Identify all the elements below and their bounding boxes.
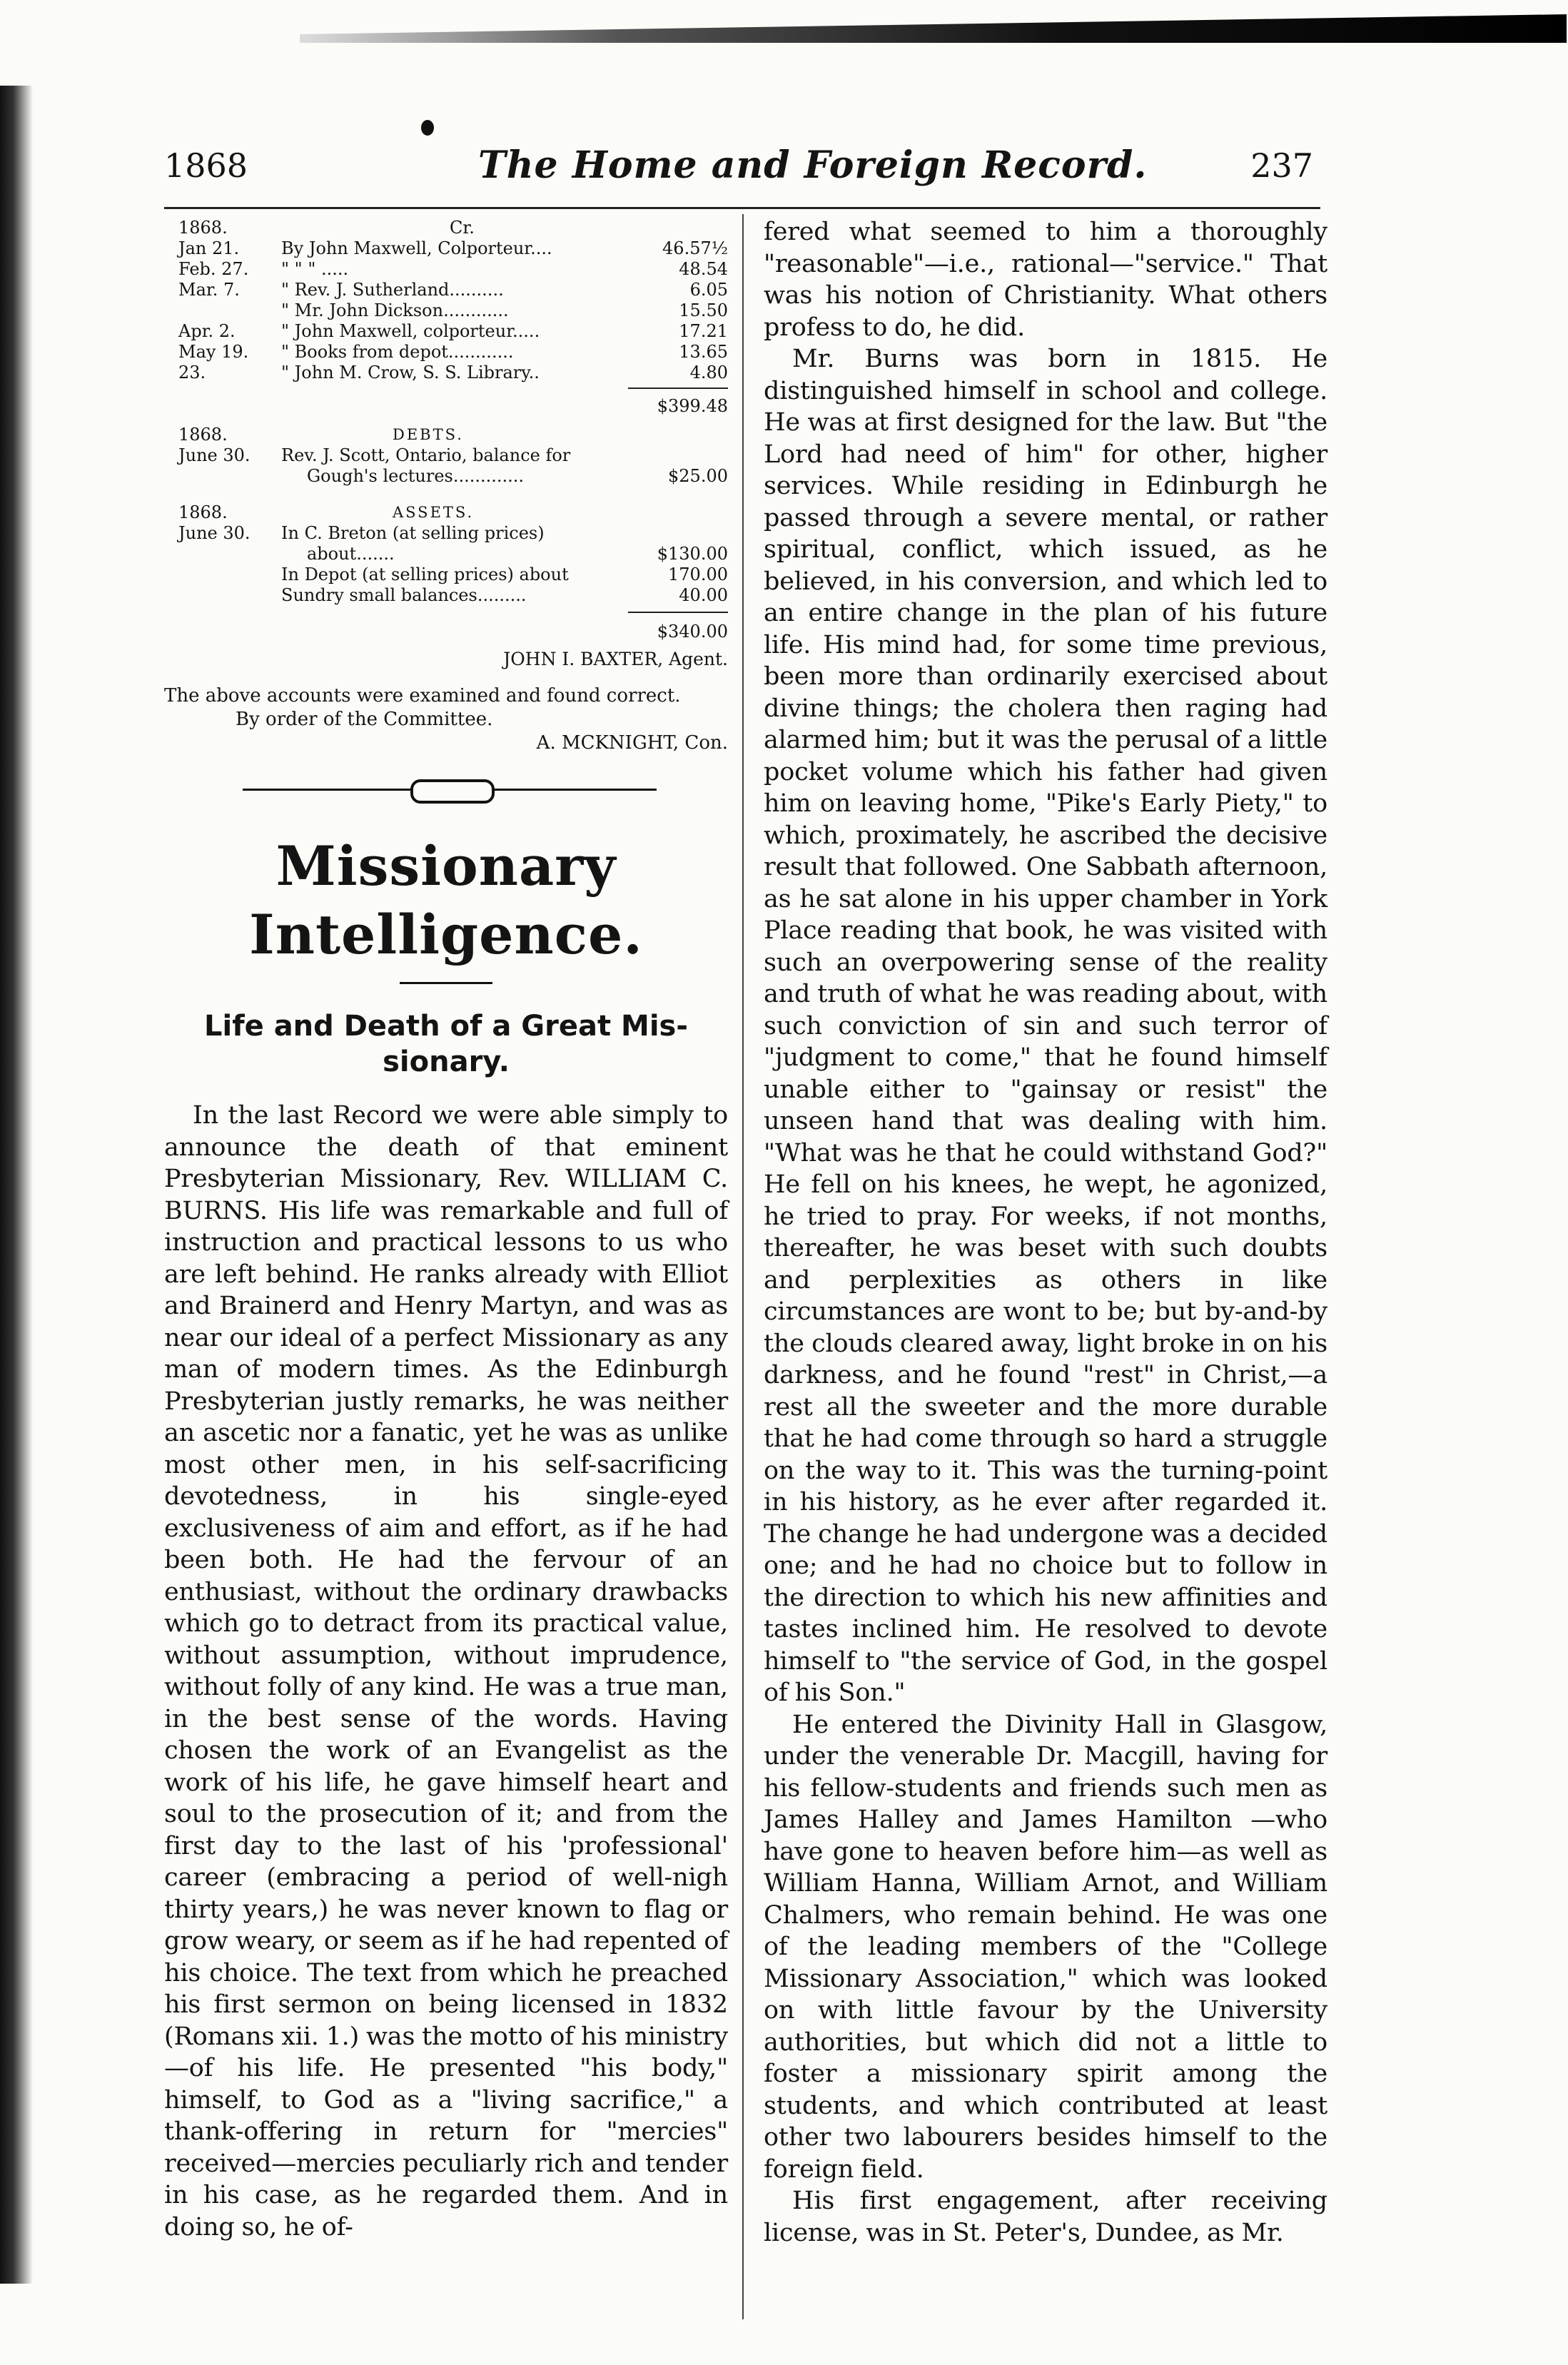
ledger-row: Jan 21. By John Maxwell, Colporteur.... 46.57½ [178,238,728,258]
total-rule [628,612,728,613]
ledger-row: Mar. 7. " Rev. J. Sutherland.......... 6.05 [178,280,728,300]
order-line: By order of the Committee. [236,709,493,730]
ledger-row: 23. " John M. Crow, S. S. Library.. 4.80 [178,363,728,383]
total-rule [628,388,728,389]
ink-dot [421,120,434,136]
credit-total: $399.48 [657,396,728,416]
article-paragraph: In the last Record we were able simply to announce the death of that eminent Presbyterian Missionary, Rev. WILLIAM C. BURNS. His life was remarkable and full of instruction and practical lessons to us who are left behind. He ranks already with Elliot and Brainerd and Henry Martyn, and was as near our ideal of a perfect Missionary as any man of modern times. As the Edinburgh Presbyterian justly remarks, he was neither an ascetic nor a fanatic, yet he was as unlike most other men, in his self-sacrificing devotedness, in his single-eyed exclusiveness of aim and effort, as if he had been both. He had the fervour of an enthusiast, without the ordinary drawbacks which go to detract from its practical value, without assumption, without imprudence, without folly of any kind. He was a true man, in the best sense of the words. Having chosen the work of an Evangelist as the work of his life, he gave himself heart and soul to the prosecution of it; and from the first day to the last of his 'professional' career (embracing a period of well-nigh thirty years,) he was never known to flag or grow weary, or seem as if he had repented of his choice. The text from which he preached his first sermon on being licensed in 1832 (Romans xii. 1.) was the motto of his ministry—of his life. He presented "his body," himself, to God as a "living sacrifice," a thank-offering in return for "mercies" received—mercies peculiarly rich and tender in his case, as he regarded them. And in doing so, he of- [164,1101,728,2242]
article-paragraph: He entered the Divinity Hall in Glasgow, under the venerable Dr. Macgill, having for his fellow-students and friends such men as James Halley and James Hamilton —who have gone to heaven before him—as well as William Hanna, William Arnot, and William Chalmers, who remain behind. He was one of the leading members of the "College Missionary Association," which was looked on with little favour by the University authorities, but which did not a little to foster a missionary spirit among the students, and which contributed at least other two labourers besides himself to the foreign field. [764,1710,1327,2184]
header-year: 1868 [164,146,248,185]
agent-signature: JOHN I. BAXTER, Agent. [503,649,728,669]
convener-signature: A. MCKNIGHT, Con. [536,732,728,754]
decorative-divider [164,775,728,804]
accounts-ledger: 1868. Cr. Jan 21. By John Maxwell, Colporteur.... 46.57½ Feb. 27. " " " ..... 48.54 Mar. 7. " Rev. J. Sutherland.......... 6.05 " Mr. John Dickson............ 15.50 Apr. 2. " John Maxwell, colporteur..... 17.21 May 19. " Books from depot............ 13.65 23. " John M. Crow, S. S. Library.. 4.80 $399.48 1868. DEBTS. June 30. Rev. J. Scott, Ontario, balance for Gough's lectures............. $25.00 1868. ASSETS. June 30. In C. Breton (at selling prices) about....... $130.00 In Depot (at selling prices) about 170.00 Sundry small balances......... 40.00 $340.00 JOHN I. BAXTER, Agent. [164,218,728,677]
left-column [164,218,728,2243]
article-paragraph: fered what seemed to him a thoroughly "reasonable"—i.e., rational—"service." That was his notion of Christianity. What others profess to do, he did. [764,218,1327,342]
ledger-row: May 19. " Books from depot............ 13.65 [178,342,728,362]
right-column [764,216,1327,2249]
ledger-row: Feb. 27. " " " ..... 48.54 [178,259,728,279]
article-body-left [164,1100,728,2243]
ledger-row: Apr. 2. " John Maxwell, colporteur..... 17.21 [178,321,728,341]
article-paragraph: His first engagement, after receiving license, was in St. Peter's, Dundee, as Mr. [764,2187,1327,2247]
column-divider [742,214,744,2319]
debts-heading: DEBTS. [393,426,464,443]
page-number: 237 [1250,146,1313,185]
top-scan-rule [300,14,1567,43]
section-title: Missionary Intelligence. [249,834,643,966]
section-rule [400,982,492,984]
journal-title: The Home and Foreign Record. [478,143,1148,187]
assets-heading: ASSETS. [393,504,475,521]
running-header [164,143,1313,196]
header-rule [164,207,1320,209]
ledger-year: 1868. [178,218,228,238]
audit-note: The above accounts were examined and found correct. [164,685,681,707]
debts-amount: $25.00 [668,466,728,486]
ledger-credit-heading: Cr. [450,218,475,238]
article-paragraph: Mr. Burns was born in 1815. He distinguished himself in school and college. He was at first designed for the law. But "the Lord had need of him" for other, higher services. While residing in Edinburgh he passed through a severe mental, or rather spiritual, conflict, which issued, as he believed, in his conversion, and which led to an entire change in the plan of his future life. His mind had, for some time previous, been more than ordinarily exercised about divine things; the cholera then raging had alarmed him; but it was the perusal of a little pocket volume which his father had given him on leaving home, "Pike's Early Piety," to which, proximately, he ascribed the decisive result that followed. One Sabbath afternoon, as he sat alone in his upper chamber in York Place reading that book, he was visited with such an overpowering sense of the reality and truth of what he was reading about, with such conviction of sin and such terror of "judgment to come," that he found himself unable either to "gainsay or resist" the unseen hand that was dealing with him. "What was he that he could withstand God?" He fell on his knees, he wept, he agonized, he tried to pray. For weeks, if not months, thereafter, he was beset with such doubts and perplexities as others in like circumstances are wont to be; but by-and-by the clouds cleared away, light broke in on his darkness, and he found "rest" in Christ,—a rest all the sweeter and the more durable that he had come through so hard a struggle on the way to it. This was the turning-point in his history, as he ever after regarded it. The change he had undergone was a decided one; and he had no choice but to follow in the direction to which his new affinities and tastes inclined him. He resolved to devote himself to "the service of God, in the gospel of his Son." [764,345,1327,1707]
ledger-row: " Mr. John Dickson............ 15.50 [281,300,728,320]
assets-total: $340.00 [657,622,728,642]
article-title: Life and Death of a Great Mis- sionary. [204,1010,688,1078]
page-binding-edge [0,86,33,2284]
